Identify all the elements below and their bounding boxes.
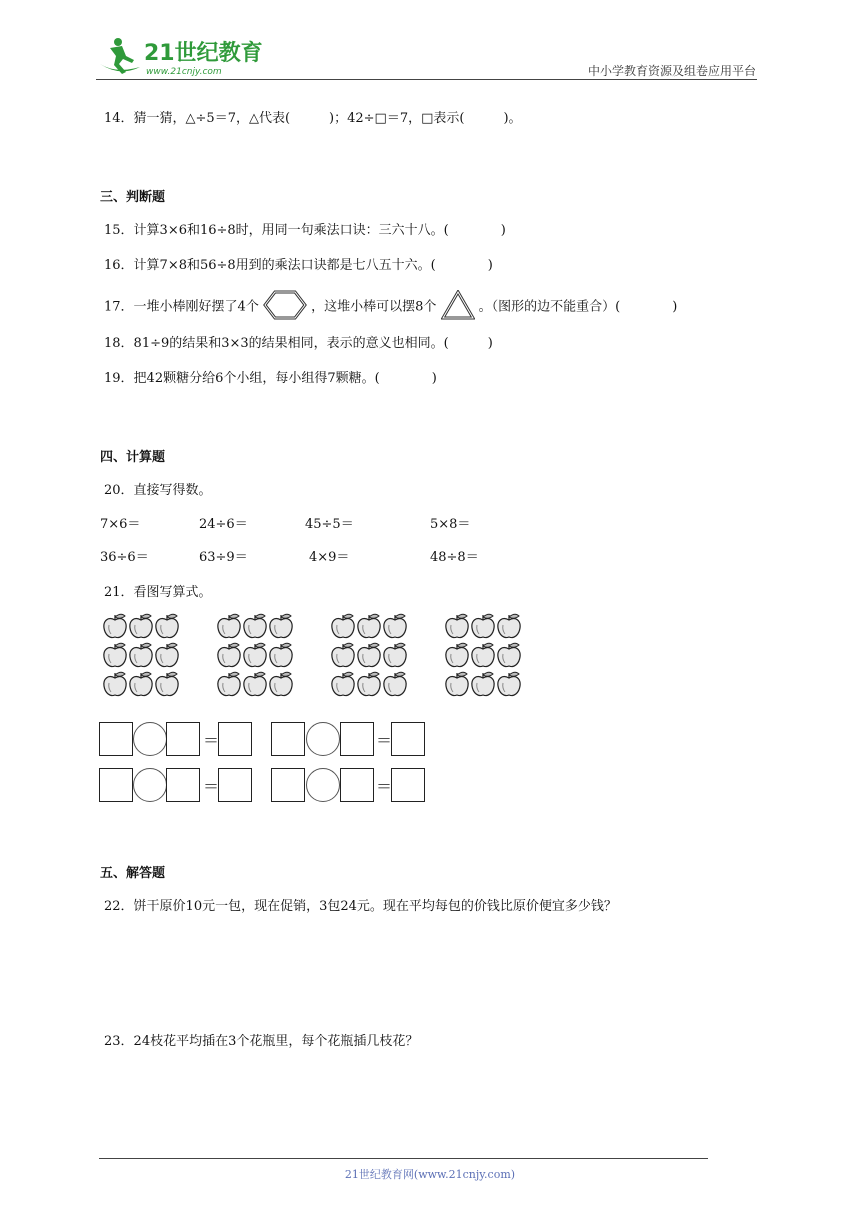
header-divider [96,79,757,80]
question-17-part3: 。（图形的边不能重合）( ) [478,299,678,315]
section-answer-title: 五、解答题 [100,866,166,881]
question-20-title: 20．直接写得数。 [104,483,212,498]
hexagon-icon [263,290,307,324]
question-21-title: 21．看图写算式。 [104,585,212,600]
equals-sign: ＝ [376,731,393,750]
section-calculation-title: 四、计算题 [100,450,166,465]
apple-icon [330,641,356,670]
question-14: 14．猜一猜，△÷5＝7，△代表( )；42÷□＝7，□表示( )。 [104,111,522,126]
apple-icon [470,641,496,670]
apple-group-1 [102,612,180,699]
apple-icon [470,612,496,641]
footer-text: 21世纪教育网(www.21cnjy.com) [344,1168,516,1181]
question-17-part1: 17．一堆小棒刚好摆了4个 [104,299,259,315]
equals-sign: ＝ [203,731,220,750]
answer-box[interactable] [99,768,133,802]
apple-group-2 [216,612,294,699]
operator-circle[interactable] [133,722,167,756]
calc-item: 48÷8＝ [430,550,479,565]
calc-item: 5×8＝ [430,517,471,532]
apple-icon [330,612,356,641]
answer-box[interactable] [166,722,200,756]
question-19: 19．把42颗糖分给6个小组，每小组得7颗糖。( ) [104,371,437,386]
apple-icon [356,612,382,641]
apple-icon [268,612,294,641]
calc-item: 24÷6＝ [199,517,248,532]
apple-icon [496,670,522,699]
calc-item: 7×6＝ [100,517,141,532]
apple-icon [268,641,294,670]
apple-icon [444,612,470,641]
triangle-icon [441,290,475,324]
apple-icon [356,670,382,699]
equals-sign: ＝ [203,777,220,796]
question-16: 16．计算7×8和56÷8用到的乘法口诀都是七八五十六。( ) [104,258,493,273]
apple-group-4 [444,612,522,699]
apple-icon [470,670,496,699]
operator-circle[interactable] [306,722,340,756]
apple-icon [128,670,154,699]
apple-icon [102,670,128,699]
footer-divider [99,1158,708,1159]
operator-circle[interactable] [306,768,340,802]
apple-group-3 [330,612,408,699]
operator-circle[interactable] [133,768,167,802]
apple-icon [444,641,470,670]
answer-box[interactable] [218,768,252,802]
answer-box[interactable] [99,722,133,756]
apple-icon [102,612,128,641]
apple-icon [102,641,128,670]
apple-icon [444,670,470,699]
apple-icon [242,612,268,641]
equals-sign: ＝ [376,777,393,796]
answer-box[interactable] [218,722,252,756]
apple-icon [128,641,154,670]
question-15: 15．计算3×6和16÷8时，用同一句乘法口诀：三六十八。( ) [104,223,506,238]
question-17-part2: ，这堆小棒可以摆8个 [311,299,437,315]
question-23: 23．24枝花平均插在3个花瓶里，每个花瓶插几枝花？ [104,1034,419,1049]
question-17 [104,290,677,324]
answer-box[interactable] [340,768,374,802]
apple-icon [216,641,242,670]
apple-icon [496,641,522,670]
apple-icon [268,670,294,699]
apple-icon [356,641,382,670]
site-logo [96,34,266,78]
apple-icon [216,670,242,699]
logo-url: www.21cnjy.com [146,67,222,77]
answer-box[interactable] [391,722,425,756]
logo-text: 21世纪教育 [144,41,263,66]
calc-item: 45÷5＝ [305,517,354,532]
calc-item: 63÷9＝ [199,550,248,565]
apple-icon [330,670,356,699]
apple-icon [216,612,242,641]
answer-box[interactable] [271,768,305,802]
apple-icon [382,612,408,641]
answer-box[interactable] [271,722,305,756]
calc-item: 36÷6＝ [100,550,149,565]
apple-icon [382,670,408,699]
answer-box[interactable] [340,722,374,756]
apple-icon [242,641,268,670]
question-22: 22．饼干原价10元一包，现在促销，3包24元。现在平均每包的价钱比原价便宜多少钱？ [104,899,617,914]
answer-box[interactable] [391,768,425,802]
apple-icon [496,612,522,641]
section-judgement-title: 三、判断题 [100,190,166,205]
apple-icon [154,641,180,670]
apple-icon [154,670,180,699]
calc-item: 4×9＝ [309,550,350,565]
apple-icon [382,641,408,670]
apple-icon [242,670,268,699]
header-platform-name: 中小学教育资源及组卷应用平台 [587,64,756,78]
apple-icon [154,612,180,641]
answer-box[interactable] [166,768,200,802]
apple-icon [128,612,154,641]
question-18: 18．81÷9的结果和3×3的结果相同，表示的意义也相同。( ) [104,336,493,351]
